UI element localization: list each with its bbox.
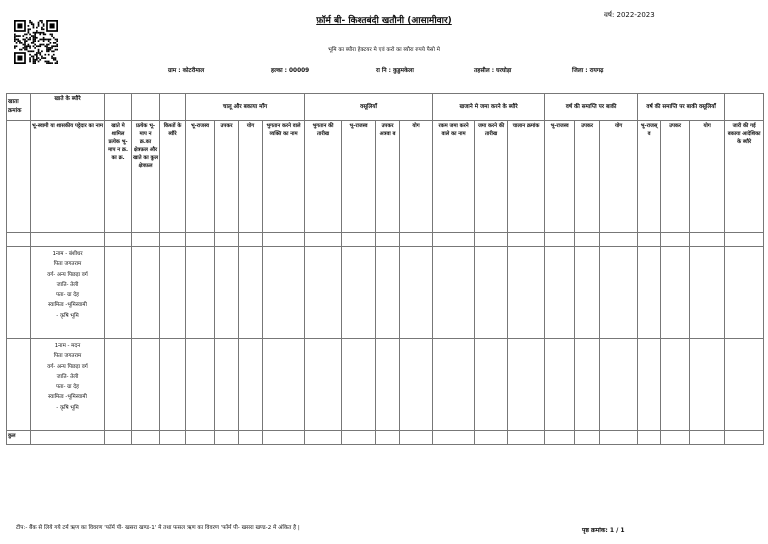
header-khate-vivran: खाते के ब्यौरे bbox=[31, 94, 105, 121]
subheader-cell: भू-राजस्व bbox=[545, 121, 575, 233]
page-number: पृष्ठ क्रमांक: 1 / 1 bbox=[582, 527, 625, 534]
subheader-cell: योग bbox=[600, 121, 638, 233]
header-varsh-baki-vasooli: वर्ष की समाप्ति पर बाकी वसूलियाँ bbox=[638, 94, 725, 121]
table-row bbox=[7, 247, 764, 339]
subheader-cell: भुगतान की तारीख bbox=[305, 121, 342, 233]
owner-line: वर्ग- अन्य पिछड़ा वर्ग bbox=[47, 271, 88, 278]
total-label: कुल bbox=[7, 431, 31, 445]
tehsil-label: तहसील : घरघोड़ा bbox=[474, 68, 512, 74]
year-label: वर्ष: 2022-2023 bbox=[604, 11, 655, 19]
subheader-cell: जमा करने की तारीख bbox=[475, 121, 508, 233]
header-khata-kramank: खाता क्रमांक bbox=[7, 94, 31, 121]
subheader-cell: उपकर bbox=[215, 121, 239, 233]
ri-label: रा नि : कुडुमकेला bbox=[376, 68, 414, 74]
subheader-cell: भू-राजस्व bbox=[186, 121, 215, 233]
owner-line: स्वामित्व -भूमिस्वामी bbox=[48, 394, 87, 401]
owner-line: पता- ग्रा देह bbox=[55, 384, 80, 391]
owner-line: पिता जगतराम bbox=[53, 353, 82, 360]
footer-note: टीप:- बैंक से लिये गये टर्म ऋण का विवरण 'फॉर्म पी- खसरा खण्ड-1' मे तथा फसल ऋण का विवरण 'फॉर्म पी- खसरा खण्ड-2 मे अंकित है | bbox=[16, 525, 300, 531]
district-label: जिला : रायगढ़ bbox=[572, 68, 604, 74]
subheader-cell: भू-स्वामी या शासकीय पट्टेदार का नाम bbox=[31, 121, 105, 233]
subheader-cell: योग bbox=[690, 121, 725, 233]
owner-line: जाति- तेली bbox=[56, 373, 79, 380]
subheader-cell: रकम जमा करने वाले का नाम bbox=[433, 121, 475, 233]
subheader-cell: उपकर अत्रवा ब bbox=[376, 121, 400, 233]
khatoni-table bbox=[6, 93, 764, 445]
table-subheader-row bbox=[7, 121, 764, 233]
subheader-cell: योग bbox=[400, 121, 433, 233]
header-varsh-baki: वर्ष की समाप्ति पर बाकी bbox=[545, 94, 638, 121]
owner-line: - कृषि भूमि bbox=[56, 312, 79, 319]
page-title: फ़ॉर्म बी- किश्तबंदी खतौनी (आसामीवार) bbox=[316, 16, 452, 26]
header-vasooliyan: वसूलियाँ bbox=[305, 94, 433, 121]
subheader-cell: उपकर bbox=[661, 121, 690, 233]
subheader-cell: भू-राजस् व bbox=[638, 121, 661, 233]
subheader-cell: भुगतान करने वाले व्यक्ति का नाम bbox=[263, 121, 305, 233]
subheader-cell: प्रत्येक भू-माप न क्र.का क्षेत्रफ़ल और खाते का कुल क्षेत्रफ़ल bbox=[132, 121, 160, 233]
subheader-cell: खाते मे शामिल प्रत्येक भू-माप न क्र. का क्र. bbox=[105, 121, 132, 233]
owner-line: 1नाम - मदन bbox=[54, 343, 81, 349]
owner-line: - कृषि भूमि bbox=[56, 404, 79, 411]
owner-line: वर्ग- अन्य पिछड़ा वर्ग bbox=[47, 363, 88, 370]
subheader-cell: चालान क्रमांक bbox=[508, 121, 545, 233]
subheader-cell: योग bbox=[239, 121, 263, 233]
table-empty-row bbox=[7, 233, 764, 247]
owner-line: 1नाम - बंशीधर bbox=[52, 251, 83, 257]
halka-label: हल्का : 00009 bbox=[271, 68, 310, 74]
owner-line: जाति- तेली bbox=[56, 281, 79, 288]
header-khazane: खजाने मे जमा करने के ब्यौरे bbox=[433, 94, 545, 121]
header-chalu-baki: चालू और बकाया माँग bbox=[186, 94, 305, 121]
owner-cell bbox=[31, 247, 105, 339]
table-row bbox=[7, 339, 764, 431]
village-label: ग्राम : कोटरीमाल bbox=[168, 68, 205, 74]
subheader-cell: भू-राजस्व bbox=[342, 121, 376, 233]
subheader-cell: जारी की गई बकाया आदेशिका के ब्यौरे bbox=[725, 121, 764, 233]
owner-line: पता- ग्रा देह bbox=[55, 292, 80, 299]
subheader-cell: उपकर bbox=[575, 121, 600, 233]
owner-cell bbox=[31, 339, 105, 431]
owner-line: पिता जगतराम bbox=[53, 261, 82, 268]
page-subtitle: भूमि का ब्यौरा हेक्टयर मे एवं करो का ब्यौरा रुपये पैसो मे bbox=[328, 47, 440, 53]
subheader-cell: किश्तों के ब्यौरे bbox=[160, 121, 186, 233]
owner-line: स्वामित्व -भूमिस्वामी bbox=[48, 302, 87, 309]
table-total-row bbox=[7, 431, 764, 445]
table-header-row bbox=[7, 94, 764, 121]
